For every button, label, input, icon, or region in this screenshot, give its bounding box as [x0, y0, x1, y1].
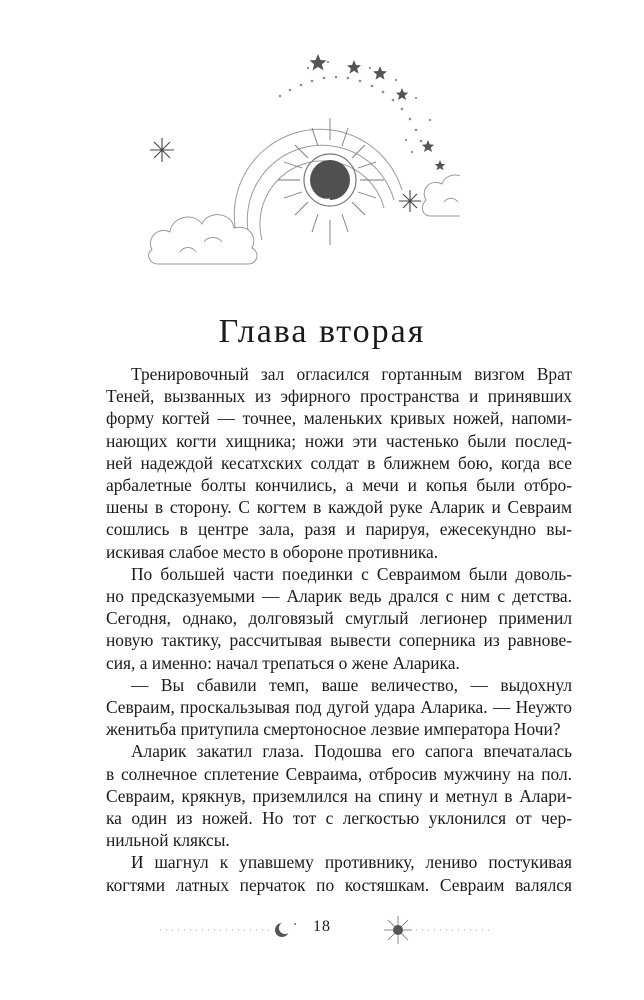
- text-line: женитьба притупила смертоносное лезвие императора Ночи?: [106, 719, 561, 740]
- text-line: когтями латных перчаток по костяшкам. Севраим валялся: [106, 874, 572, 895]
- text-line: Аларик закатил глаза. Подошва его сапога впечаталась: [131, 741, 572, 762]
- text-line: но предсказуемыми — Аларик ведь дрался с ним с детства.: [106, 586, 572, 607]
- star-cluster: [310, 54, 446, 170]
- text-line: сия, а именно: начал трепаться о жене Аларика.: [106, 652, 460, 673]
- star-icon: [373, 66, 387, 80]
- sparkle-icon: [399, 190, 421, 212]
- page-number: 18: [313, 918, 331, 935]
- text-line: ка один из ножей. Но тот с легкостью уклонился от чер-: [106, 808, 572, 829]
- text-line: По большей части поединки с Севраимом были доволь-: [131, 563, 572, 584]
- star-icon: [435, 160, 446, 170]
- text-line: Теней, вызванных из эфирного пространства и принявших: [106, 386, 572, 407]
- cloud-icon: [423, 175, 460, 216]
- star-icon: [347, 60, 361, 74]
- text-line: нильной кляксы.: [106, 830, 230, 851]
- text-line: искивая слабое место в обороне противника.: [106, 541, 439, 562]
- star-icon: [310, 54, 327, 70]
- paragraph: [106, 563, 572, 674]
- text-line: нающих когти хищника; ножи эти частенько были послед-: [106, 430, 572, 451]
- star-icon: [396, 88, 408, 100]
- text-line: сошлись в центре зала, разя и парируя, ежесекундно вы-: [106, 519, 572, 540]
- star-icon: [422, 140, 434, 152]
- text-line: ней надеждой кесатхских солдат в ближнем бою, когда все: [106, 452, 572, 473]
- text-line: шены в сторону. С когтем в каждой руке Аларик и Севраим: [106, 497, 572, 518]
- text-line: новую тактику, рассчитывая вывести соперника из равнове-: [106, 630, 572, 651]
- sparkle-icon: [150, 138, 174, 162]
- text-line: форму когтей — точнее, маленьких кривых ножей, напоми-: [106, 408, 572, 429]
- paragraph: [106, 674, 572, 741]
- paragraph: [106, 851, 572, 895]
- eclipse-moon-icon: [310, 160, 350, 200]
- text-line: в солнечное сплетение Севраима, отбросив мужчину на пол.: [106, 763, 572, 784]
- cloud-icon: [149, 215, 257, 264]
- text-line: арбалетные болты кончились, а мечи и копья были отбро-: [106, 475, 572, 496]
- text-line: Севраим, проскальзывая под дугой удара Аларика. — Неужто: [106, 697, 572, 718]
- text-line: — Вы сбавили темп, ваше величество, — выдохнул: [131, 674, 572, 695]
- chapter-body: [106, 363, 572, 896]
- paragraph: [106, 363, 572, 563]
- dotted-arc: [279, 61, 431, 153]
- text-line: Сегодня, однако, долговязый смуглый легионер применил: [106, 608, 572, 629]
- text-line: Тренировочный зал огласился гортанным визгом Врат: [131, 364, 572, 384]
- text-line: Севраим, крякнув, приземлился на спину и метнул в Алари-: [106, 785, 572, 806]
- paragraph: [106, 740, 572, 851]
- text-line: И шагнул к упавшему противнику, лениво постукивая: [131, 852, 572, 873]
- chapter-header-illustration: [140, 40, 460, 280]
- chapter-title: Глава вторая: [218, 313, 426, 350]
